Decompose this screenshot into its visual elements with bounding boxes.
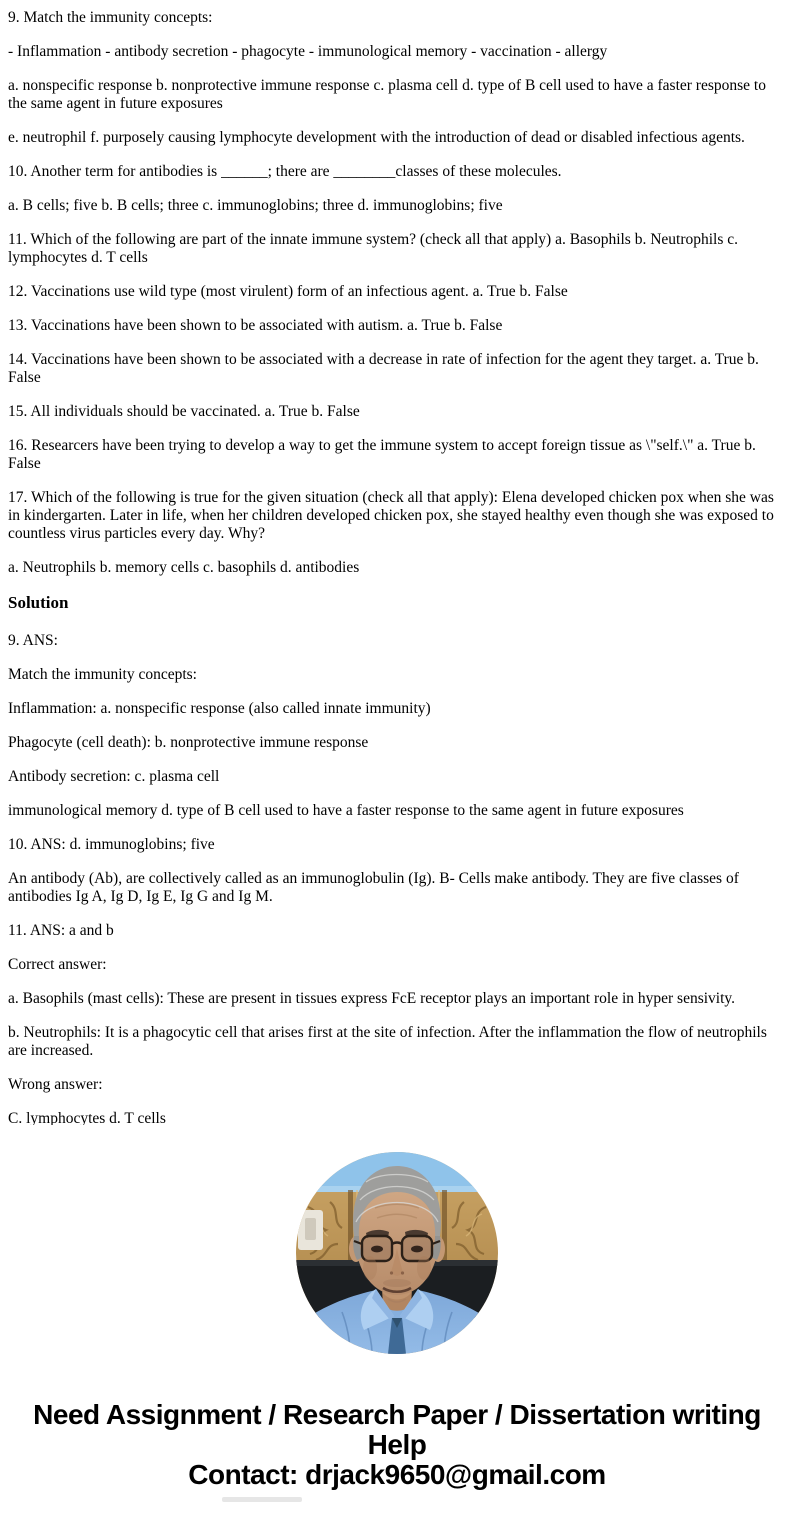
paragraph: Inflammation: a. nonspecific response (also called innate immunity) [8, 700, 431, 717]
paragraph: An antibody (Ab), are collectively called as an immunoglobulin (Ig). B- Cells make antibody. They are five classes of antibodies Ig A, Ig D, Ig E, Ig G and Ig M. [8, 870, 739, 905]
paragraph: 9. Match the immunity concepts: [8, 9, 213, 26]
paragraph: b. Neutrophils: It is a phagocytic cell that arises first at the site of infection. After the inflammation the flow of neutrophils are increased. [8, 1024, 767, 1059]
paragraph: Antibody secretion: c. plasma cell [8, 768, 220, 785]
paragraph: 16. Researcers have been trying to develop a way to get the immune system to accept foreign tissue as \"self.\" a. True b. False [8, 437, 756, 472]
avatar [296, 1152, 498, 1354]
paragraph: a. Neutrophils b. memory cells c. basophils d. antibodies [8, 559, 360, 576]
paragraph: a. nonspecific response b. nonprotective immune response c. plasma cell d. type of B cell used to have a faster response to the same agent in future exposures [8, 77, 766, 112]
paragraph: 13. Vaccinations have been shown to be associated with autism. a. True b. False [8, 317, 503, 334]
solution-heading: Solution [8, 593, 69, 612]
paragraph: 10. ANS: d. immunoglobins; five [8, 836, 215, 853]
paragraph: 14. Vaccinations have been shown to be associated with a decrease in rate of infection for the agent they target. a. True b. False [8, 351, 759, 386]
paragraph: a. Basophils (mast cells): These are present in tissues express FcE receptor plays an important role in hyper sensivity. [8, 990, 736, 1007]
paragraph: 11. Which of the following are part of the innate immune system? (check all that apply) a. Basophils b. Neutrophils c. lymphocytes d. T cells [8, 231, 739, 266]
paragraph: C. lymphocytes d. T cells [8, 1110, 166, 1125]
paragraph: - Inflammation - antibody secretion - phagocyte - immunological memory - vaccination - allergy [8, 43, 608, 60]
paragraph: 11. ANS: a and b [8, 922, 114, 939]
compression-artifact [222, 1497, 302, 1502]
paragraph: immunological memory d. type of B cell used to have a faster response to the same agent in future exposures [8, 802, 684, 819]
paragraph: 9. ANS: [8, 632, 58, 649]
footer-banner [0, 1400, 794, 1490]
footer-contact-email: Contact: drjack9650@gmail.com [188, 1459, 606, 1490]
paragraph: 10. Another term for antibodies is ______; there are ________classes of these molecules. [8, 163, 562, 180]
paragraph: Match the immunity concepts: [8, 666, 197, 683]
footer-help-text: Need Assignment / Research Paper / Dissertation writing Help [33, 1399, 761, 1460]
portrait-photo [296, 1152, 498, 1354]
paragraph: e. neutrophil f. purposely causing lymphocyte development with the introduction of dead or disabled infectious agents. [8, 129, 745, 146]
paragraph: Correct answer: [8, 956, 107, 973]
paragraph: 12. Vaccinations use wild type (most virulent) form of an infectious agent. a. True b. False [8, 283, 568, 300]
paragraph: Phagocyte (cell death): b. nonprotective immune response [8, 734, 369, 751]
paragraph: Wrong answer: [8, 1076, 103, 1093]
paragraph: a. B cells; five b. B cells; three c. immunoglobins; three d. immunoglobins; five [8, 197, 503, 214]
paragraph: 17. Which of the following is true for the given situation (check all that apply): Elena developed chicken pox when she was in kindergarten. Later in life, when her children developed chicken pox, she stayed healthy even though she was exposed to countless virus particles every day. Why? [8, 489, 774, 542]
paragraph: 15. All individuals should be vaccinated. a. True b. False [8, 403, 360, 420]
